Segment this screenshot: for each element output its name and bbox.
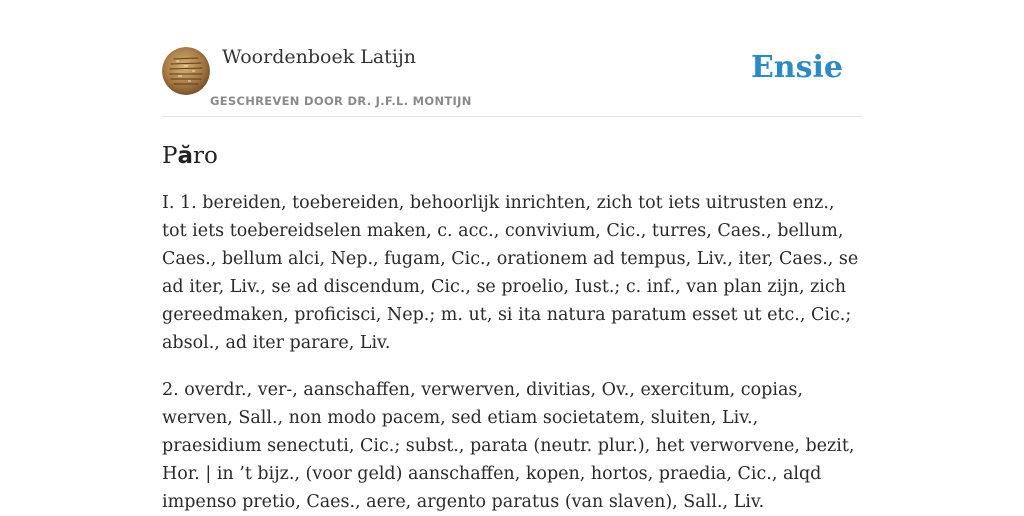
book-cover-icon bbox=[162, 47, 210, 95]
book-title[interactable]: Woordenboek Latijn bbox=[222, 46, 417, 68]
entry-title bbox=[162, 140, 862, 172]
definition-paragraph: 2. overdr., ver-, aanschaffen, verwerven, divitias, Ov., exercitum, copias, werven, Sall., non modo pacem, sed etiam societatem, sluiten, Liv., praesidium senectuti, Cic.; subst., parata (neutr. plur.), het verworvene, bezit, Hor. | in ’t bijz., (voor geld) aanschaffen, kopen, hortos, praedia, Cic., alqd impenso pretio, Caes., aere, argento paratus (van slaven), Sall., Liv. bbox=[162, 380, 855, 512]
definition-paragraph: I. 1. bereiden, toebereiden, behoorlijk inrichten, zich tot iets uitrusten enz., tot iets toebereidselen maken, c. acc., convivium, Cic., turres, Caes., bellum, Caes., bellum alci, Nep., fugam, Cic., orationem ad tempus, Liv., iter, Caes., se ad iter, Liv., se ad discendum, Cic., se proelio, Iust.; c. inf., van plan zijn, zich gereedmaken, proficisci, Nep.; m. ut, si ita natura paratum esset ut etc., Cic.; absol., ad iter parare, Liv. bbox=[162, 193, 859, 353]
entry-title-part: P bbox=[162, 143, 178, 169]
author-line: GESCHREVEN DOOR DR. J.F.L. MONTIJN bbox=[210, 94, 472, 108]
header bbox=[162, 0, 862, 117]
book-cover-image[interactable] bbox=[162, 47, 210, 95]
ensie-logo[interactable]: Ensie bbox=[750, 50, 843, 85]
entry-title-part: ro bbox=[193, 143, 218, 169]
page bbox=[162, 0, 862, 516]
entry-title-accent: ă bbox=[177, 143, 194, 169]
